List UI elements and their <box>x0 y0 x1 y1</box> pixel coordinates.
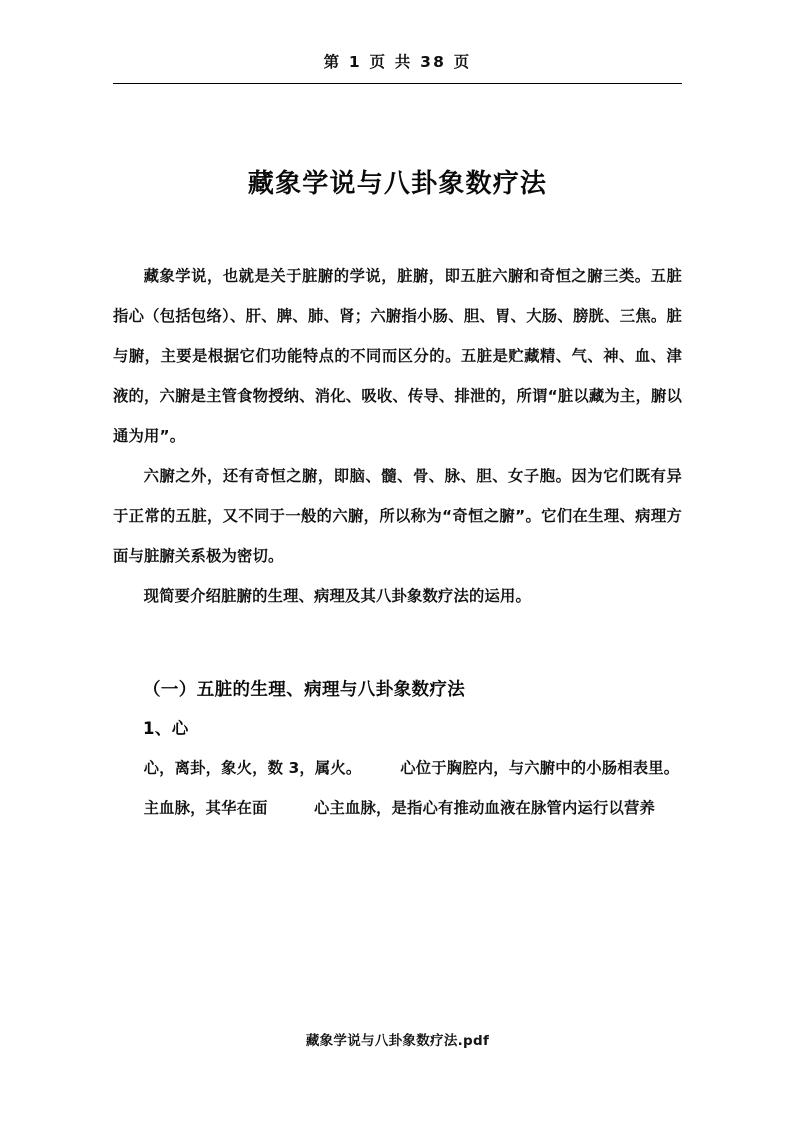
paragraph-overview-note: 现简要介绍脏腑的生理、病理及其八卦象数疗法的运用。 <box>143 587 532 605</box>
section-heading-wuzang: （一）五脏的生理、病理与八卦象数疗法 <box>143 680 466 700</box>
page-footer <box>113 1030 682 1051</box>
paragraph-zangxiang-intro: 藏象学说，也就是关于脏腑的学说，脏腑，即五脏六腑和奇恒之腑三类。五脏指心（包括包络）、肝、脾、肺、肾；六腑指小肠、胆、胃、大肠、膀胱、三焦。脏与腑，主要是根据它们功能特点的不同而区分的。五脏是贮藏精、气、神、血、津液的，六腑是主管食物授纳、消化、吸收、传导、排泄的，所谓“脏以藏为主，腑以通为用”。 <box>113 267 682 445</box>
subsection-heading-xin: 1、心 <box>143 719 189 738</box>
header-divider-rule <box>113 83 682 84</box>
page-number-indicator: 第 1 页 共 38 页 <box>323 53 472 71</box>
page-header <box>113 52 682 72</box>
paragraph-qiheng-fu: 六腑之外，还有奇恒之腑，即脑、髓、骨、脉、胆、女子胞。因为它们既有异于正常的五脏，又不同于一般的六腑，所以称为“奇恒之腑”。它们在生理、病理方面与脏腑关系极为密切。 <box>113 467 682 565</box>
document-body <box>113 150 682 828</box>
document-title: 藏象学说与八卦象数疗法 <box>247 169 548 199</box>
footer-filename: 藏象学说与八卦象数疗法.pdf <box>305 1033 490 1049</box>
paragraph-xin-zhuxuemai: 主血脉，其华在面 心主血脉，是指心有推动血液在脉管内运行以营养 <box>143 799 655 817</box>
paragraph-xin-attributes: 心，离卦，象火，数 3，属火。 心位于胸腔内，与六腑中的小肠相表里。 <box>143 759 680 777</box>
spacer-before-section-heading <box>113 616 682 670</box>
spacer-after-title <box>113 204 682 256</box>
